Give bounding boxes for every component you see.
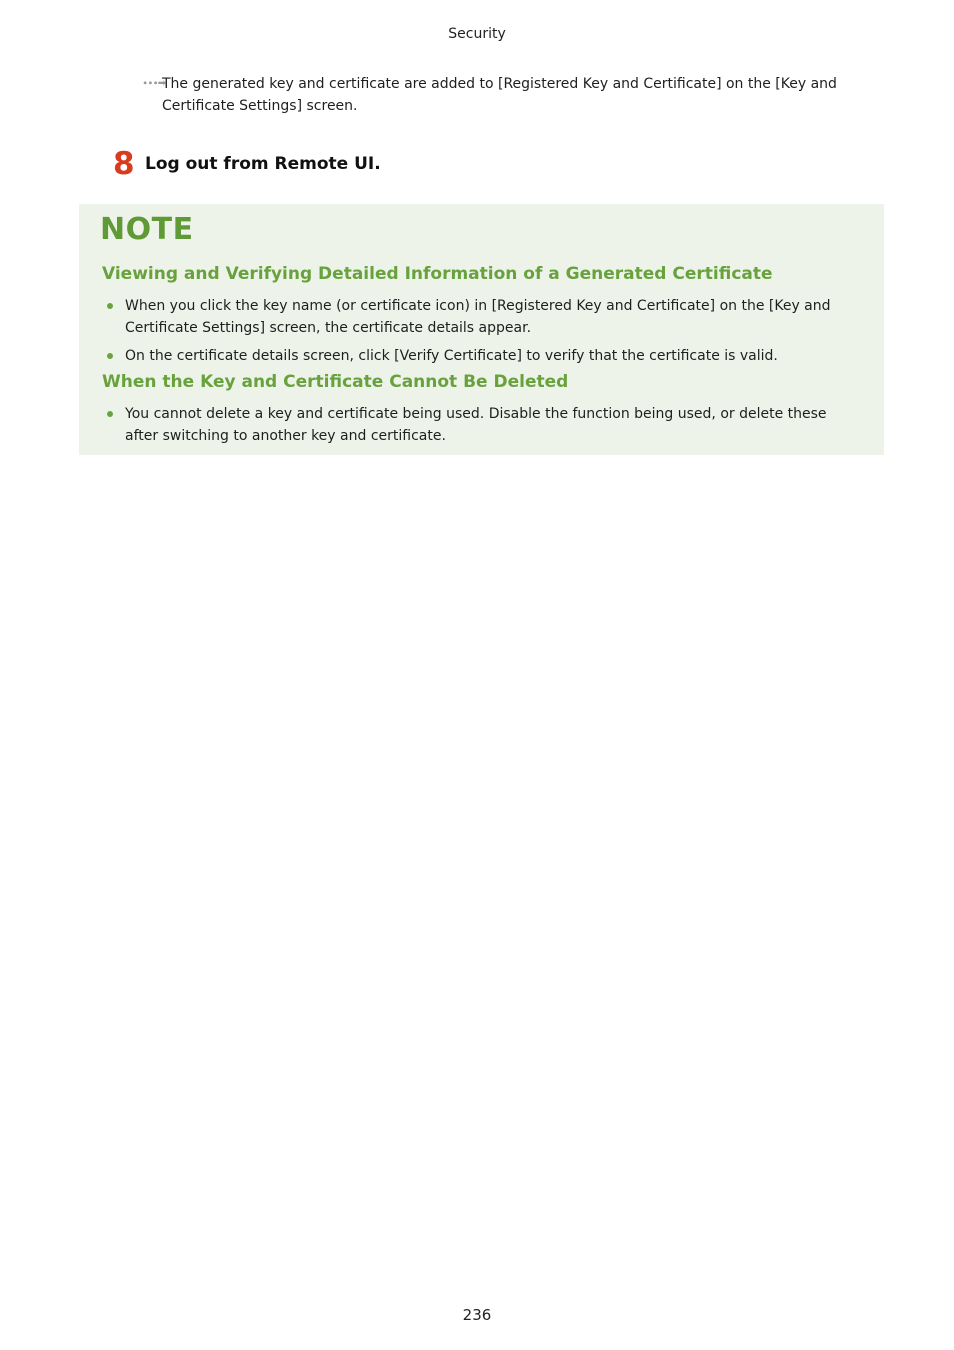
step-8 [113, 146, 381, 182]
page-header-section: Security [448, 26, 506, 42]
note-title: NOTE [100, 212, 194, 247]
step-number: 8 [113, 146, 135, 182]
step-result [142, 73, 892, 117]
list-item-text: You cannot delete a key and certificate being used. Disable the function being used, or delete these after switching to another key and certificate. [125, 406, 827, 444]
list-item [102, 345, 862, 367]
bullet-icon [107, 303, 113, 309]
note-heading-viewing: Viewing and Verifying Detailed Information of a Generated Certificate [102, 264, 773, 284]
result-text: The generated key and certificate are added to [Registered Key and Certificate] on the [Key and Certificate Settings] screen. [162, 76, 837, 114]
step-text: Log out from Remote UI. [145, 154, 381, 174]
note-list-viewing [102, 295, 862, 373]
note-heading-deleting: When the Key and Certificate Cannot Be Deleted [102, 372, 569, 392]
list-item-text: When you click the key name (or certificate icon) in [Registered Key and Certificate] on the [Key and Certificate Settings] screen, the certificate details appear. [125, 298, 831, 336]
note-list-deleting [102, 403, 862, 453]
bullet-icon [107, 411, 113, 417]
page-number: 236 [462, 1306, 492, 1324]
note-box [79, 204, 884, 455]
bullet-icon [107, 353, 113, 359]
list-item [102, 295, 862, 339]
list-item [102, 403, 862, 447]
result-arrow-icon: ∙∙∙➡ [142, 78, 166, 89]
list-item-text: On the certificate details screen, click [Verify Certificate] to verify that the certificate is valid. [125, 348, 778, 364]
